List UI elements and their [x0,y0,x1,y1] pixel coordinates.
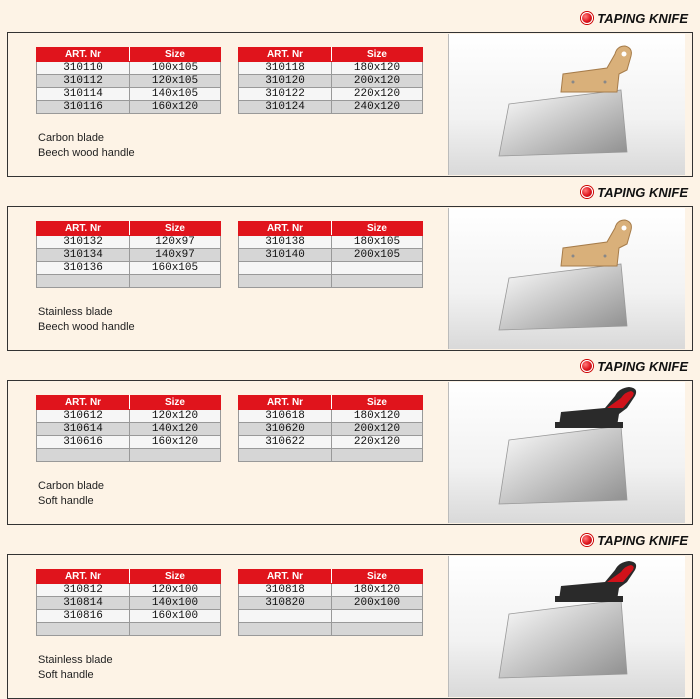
size-cell: 200x105 [332,249,423,262]
art-nr-cell: 310620 [239,423,332,436]
size-cell: 220x120 [332,436,423,449]
art-nr-cell: 310614 [37,423,130,436]
blade-shape [499,600,627,678]
size-cell: 140x100 [130,597,221,610]
art-nr-cell: 310612 [37,410,130,423]
handle-shape [559,561,636,600]
blade-type: Carbon blade [38,132,105,144]
table-row [239,262,423,275]
rivet [604,255,607,258]
art-nr-cell: 310622 [239,436,332,449]
art-nr-cell: 310114 [37,88,130,101]
rivet [604,81,607,84]
table-row [239,236,423,249]
table-row [37,236,221,249]
size-cell: 200x120 [332,75,423,88]
table-row [239,449,423,462]
art-nr-cell: 310112 [37,75,130,88]
size-cell [130,449,221,462]
col-header-size: Size [332,570,423,584]
handle-shape [561,220,631,266]
size-cell [130,623,221,636]
table-row [37,584,221,597]
art-nr-cell [239,262,332,275]
art-nr-cell: 310110 [37,62,130,75]
section-header [581,356,688,376]
size-cell: 160x120 [130,101,221,114]
size-cell: 180x120 [332,584,423,597]
product-description [38,653,113,683]
product-description [38,131,135,161]
table-row [37,88,221,101]
col-header-size: Size [332,222,423,236]
col-header-art-nr: ART. Nr [239,396,332,410]
size-cell [332,275,423,288]
col-header-art-nr: ART. Nr [37,570,130,584]
product-photo [448,208,685,349]
product-description [38,305,135,335]
size-cell: 180x120 [332,62,423,75]
size-cell: 140x120 [130,423,221,436]
blade-ferrule [555,596,623,602]
art-nr-cell [239,623,332,636]
size-cell: 180x105 [332,236,423,249]
section-header [581,182,688,202]
size-cell: 140x105 [130,88,221,101]
art-nr-cell: 310116 [37,101,130,114]
handle-shape [559,387,636,426]
table-row [239,610,423,623]
blade-shape [499,264,627,330]
blade-type: Carbon blade [38,480,105,492]
section-header [581,530,688,550]
art-nr-cell: 310814 [37,597,130,610]
size-cell: 200x120 [332,423,423,436]
article-size-table [36,47,221,114]
art-nr-cell: 310812 [37,584,130,597]
size-cell: 220x120 [332,88,423,101]
size-cell: 200x100 [332,597,423,610]
blade-shape [499,90,627,156]
art-nr-cell: 310616 [37,436,130,449]
art-nr-cell: 310118 [239,62,332,75]
size-cell: 240x120 [332,101,423,114]
table-row [37,436,221,449]
col-header-size: Size [130,222,221,236]
table-row [239,62,423,75]
col-header-size: Size [332,396,423,410]
table-header-row [37,396,221,410]
art-nr-cell [37,275,130,288]
article-size-table [36,395,221,462]
table-row [37,423,221,436]
table-header-row [239,48,423,62]
table-header-row [37,48,221,62]
art-nr-cell: 310138 [239,236,332,249]
size-cell: 120x100 [130,584,221,597]
col-header-art-nr: ART. Nr [239,48,332,62]
art-nr-cell [37,449,130,462]
art-nr-cell: 310124 [239,101,332,114]
art-nr-cell: 310140 [239,249,332,262]
section-title: TAPING KNIFE [597,10,688,26]
product-photo [448,34,685,175]
product-panel [7,206,693,351]
table-row [37,623,221,636]
table-row [37,262,221,275]
col-header-size: Size [332,48,423,62]
size-cell [130,275,221,288]
size-cell: 120x97 [130,236,221,249]
product-description [38,479,104,509]
table-row [239,623,423,636]
size-cell: 180x120 [332,410,423,423]
col-header-art-nr: ART. Nr [239,222,332,236]
blade-shape [499,426,627,504]
art-nr-cell [239,449,332,462]
bullet-dot-icon [581,12,593,24]
col-header-size: Size [130,396,221,410]
art-nr-cell: 310120 [239,75,332,88]
col-header-art-nr: ART. Nr [37,48,130,62]
bullet-dot-icon [581,186,593,198]
table-row [239,423,423,436]
handle-type: Beech wood handle [38,147,135,159]
hanging-hole [622,226,627,231]
handle-type: Soft handle [38,669,94,681]
art-nr-cell: 310818 [239,584,332,597]
blade-type: Stainless blade [38,306,113,318]
col-header-art-nr: ART. Nr [37,222,130,236]
article-size-table [238,395,423,462]
table-row [239,249,423,262]
section-title: TAPING KNIFE [597,532,688,548]
table-row [37,62,221,75]
hanging-hole [622,52,627,57]
table-header-row [37,222,221,236]
bullet-dot-icon [581,360,593,372]
product-photo [448,382,685,523]
section-title: TAPING KNIFE [597,184,688,200]
art-nr-cell: 310122 [239,88,332,101]
product-panel [7,554,693,699]
table-header-row [239,222,423,236]
col-header-art-nr: ART. Nr [239,570,332,584]
art-nr-cell: 310132 [37,236,130,249]
size-cell: 160x100 [130,610,221,623]
art-nr-cell: 310820 [239,597,332,610]
art-nr-cell: 310816 [37,610,130,623]
size-cell: 120x105 [130,75,221,88]
table-row [239,88,423,101]
product-panel [7,380,693,525]
art-nr-cell: 310136 [37,262,130,275]
table-header-row [37,570,221,584]
size-cell: 140x97 [130,249,221,262]
table-row [37,75,221,88]
table-row [37,597,221,610]
table-header-row [239,570,423,584]
blade-ferrule [555,422,623,428]
section-header [581,8,688,28]
table-row [37,610,221,623]
table-row [239,410,423,423]
section-title: TAPING KNIFE [597,358,688,374]
art-nr-cell: 310618 [239,410,332,423]
table-header-row [239,396,423,410]
size-cell: 160x120 [130,436,221,449]
article-size-table [36,569,221,636]
table-row [37,410,221,423]
col-header-art-nr: ART. Nr [37,396,130,410]
art-nr-cell [239,610,332,623]
size-cell [332,262,423,275]
size-cell: 120x120 [130,410,221,423]
table-row [37,101,221,114]
art-nr-cell [239,275,332,288]
blade-type: Stainless blade [38,654,113,666]
art-nr-cell: 310134 [37,249,130,262]
product-photo [448,556,685,697]
article-size-table [238,47,423,114]
table-row [37,449,221,462]
art-nr-cell [37,623,130,636]
table-row [239,584,423,597]
article-size-table [36,221,221,288]
size-cell: 160x105 [130,262,221,275]
table-row [239,275,423,288]
size-cell [332,623,423,636]
rivet [572,255,575,258]
size-cell: 100x105 [130,62,221,75]
article-size-table [238,569,423,636]
handle-type: Soft handle [38,495,94,507]
col-header-size: Size [130,48,221,62]
table-row [37,275,221,288]
article-size-table [238,221,423,288]
rivet [572,81,575,84]
table-row [239,75,423,88]
product-panel [7,32,693,177]
table-row [239,597,423,610]
size-cell [332,610,423,623]
handle-type: Beech wood handle [38,321,135,333]
col-header-size: Size [130,570,221,584]
table-row [239,101,423,114]
table-row [37,249,221,262]
bullet-dot-icon [581,534,593,546]
size-cell [332,449,423,462]
table-row [239,436,423,449]
handle-shape [561,46,631,92]
